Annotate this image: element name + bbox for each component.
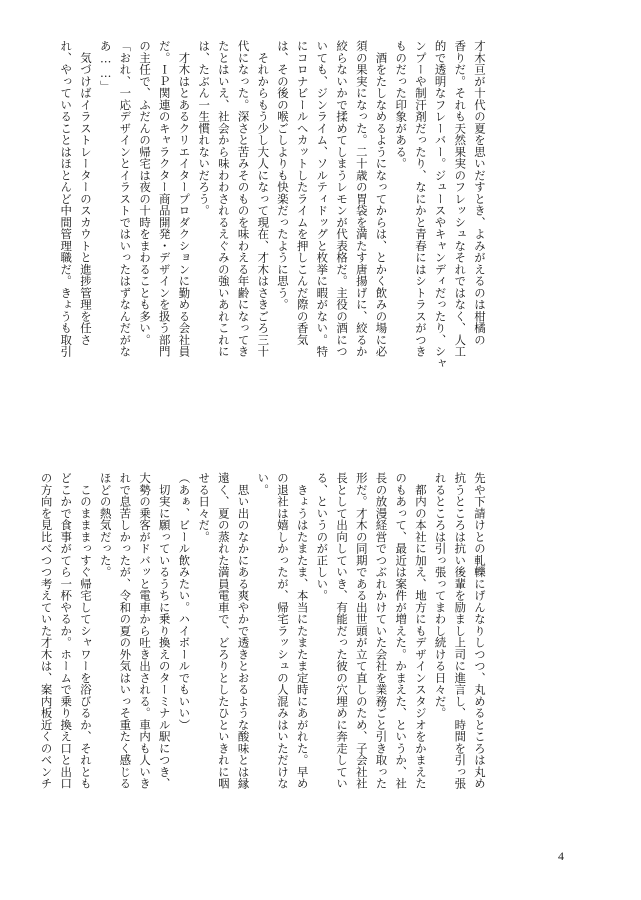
text-line: れるところは引っ張ってまわし続ける日々だ。: [433, 472, 448, 719]
text-line: 代になった。深さと苦みそのものを味わえる年齢になってき: [236, 40, 251, 358]
text-line: 形だ。才木の同期である出世頭が立て直しのため、子会社社: [354, 472, 369, 790]
text-line: の主任で、ふだんの帰宅は夜の十時をまわることも多い。: [138, 40, 153, 346]
text-line: それからもう少し大人になって現在、才木はさきごろ三十: [256, 40, 271, 358]
text-line: にコロナビールへカットしたライムを押しこんだ際の香気: [295, 40, 310, 346]
text-line: 香りだ。それも天然果実のフレッシュなそれではなく、人工: [453, 40, 468, 358]
text-line: れで息苦しかったが、令和の夏の外気はいっそ重たく感じる: [118, 472, 133, 790]
text-line: きょうはたまたま、本当にたまたま定時にあがれた。早め: [295, 472, 310, 790]
text-line: 才木はとあるクリエイタープロダクションに勤める会社員: [177, 40, 192, 358]
text-line: たとはいえ、社会から味わわされるえぐみの強いあれこれに: [216, 40, 231, 358]
text-line: の退社は嬉しかったが、帰宅ラッシュの人混みはいただけな: [275, 472, 290, 790]
text-line: 須の果実になった。二十歳の胃袋を満たす唐揚げに、絞るか: [354, 40, 369, 358]
text-line: 先や下請けとの軋轢にげんなりしつつ、丸めるところは丸め: [473, 472, 487, 790]
text-line: このまままっすぐ帰宅してシャワーを浴びるか、それとも: [78, 472, 93, 790]
text-line: 的で透明なフレーバー。ジュースやキャンディだったり、シャ: [433, 40, 448, 369]
text-line: 遠く、夏の蒸れた満員電車で、どろりとしたひといきれに咽: [216, 472, 231, 790]
text-line: る、というのが正しい。: [315, 472, 330, 602]
text-line: 大勢の乗客がドバッと電車から吐き出される。車内も人いき: [138, 472, 153, 790]
text-line: （あぁ、ビール飲みたい。ハイボールでもいい）: [177, 472, 192, 731]
text-line: 酒をたしなめるようになってからは、とかく飲みの場に必: [374, 40, 389, 358]
text-line: ものだった印象がある。: [394, 40, 409, 170]
text-line: 長として出向していき、有能だった彼の穴埋めに奔走してい: [335, 472, 350, 790]
text-line: 長の放漫経営でつぶれかけていた会社を業務ごと引き取った: [374, 472, 389, 790]
text-line: 「おれ、一応デザインとイラストではいったはずなんだがな: [118, 40, 133, 358]
text-line: のもあって、最近は案件が増えた。かまえた、というか、社: [394, 472, 409, 790]
text-line: の方向を見比べつつ考えていた才木は、案内板近くのベンチ: [39, 472, 54, 790]
text-line: いても、ジンライム、ソルティドッグと枚挙に暇がない。特: [315, 40, 330, 358]
text-line: れ、やっていることはほとんど中間管理職だ。きょうも取引: [59, 40, 74, 358]
page-number: 4: [558, 849, 564, 863]
text-line: どこかで食事がてら一杯やるか。ホームで乗り換え口と出口: [59, 472, 74, 790]
text-line: は、その後の喉ごしよりも快楽だったように思う。: [275, 40, 290, 311]
text-line: ンプーや制汗剤だったり、なにかと青春にはシトラスがつき: [413, 40, 428, 358]
text-line: い。: [256, 472, 271, 496]
text-line: せる日々だ。: [197, 472, 212, 543]
text-line: 思い出のなかにある爽やかで透きとおるような酸味とは縁: [236, 472, 251, 790]
text-line: だ。ＩＰ関連のキャラクター商品開発・デザインを扱う部門: [157, 40, 172, 358]
body-text-top: [59, 40, 489, 422]
text-line: 切実に願っているうちに乗り換えのターミナル駅につき、: [157, 472, 172, 790]
text-line: 都内の本社に加え、地方にもデザインスタジオをかまえた: [413, 472, 428, 790]
body-text-bottom: [39, 472, 489, 854]
text-line: ほどの熱気だった。: [98, 472, 113, 578]
text-line: 絞らないかで揉めてしまうレモンが代表格だ。主役の酒につ: [335, 40, 350, 358]
text-line: あ……」: [98, 40, 113, 93]
text-line: 才木亘が十代の夏を思いだすとき、よみがえるのは柑橘の: [473, 40, 487, 346]
text-line: は、たぶん一生慣れないだろう。: [197, 40, 212, 217]
text-line: 気づけばイラストレーターのスカウトと進捗管理を任さ: [78, 40, 93, 346]
text-line: 抗うところは抗い後輩を励まし上司に進言し、時間を引っ張: [453, 472, 468, 790]
